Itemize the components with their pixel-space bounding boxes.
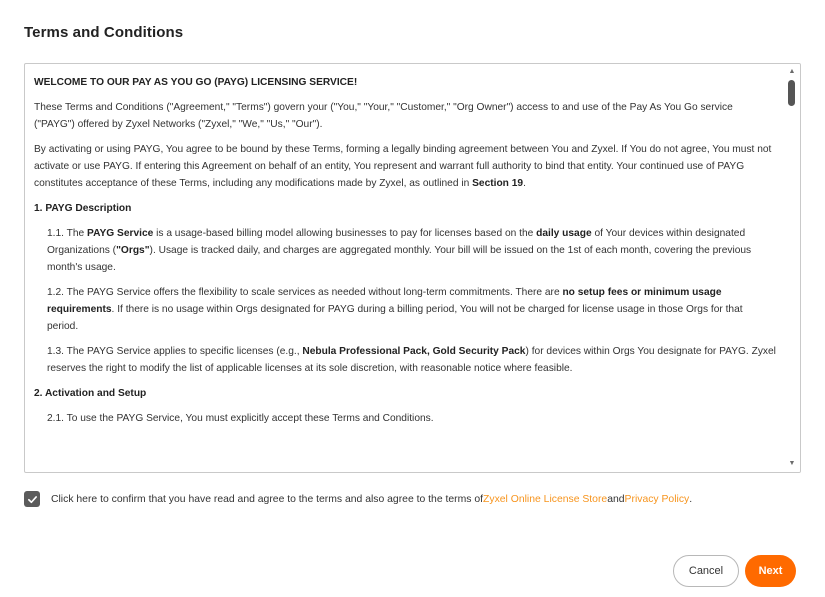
scroll-up-arrow-icon[interactable]: ▲: [788, 68, 796, 75]
terms-welcome-heading: WELCOME TO OUR PAY AS YOU GO (PAYG) LICENSING SERVICE!: [34, 77, 358, 88]
privacy-policy-link[interactable]: Privacy Policy: [624, 493, 690, 505]
terms-scrollbar[interactable]: [784, 64, 800, 472]
terms-scroll-area[interactable]: [24, 63, 801, 473]
agree-terms-end: .: [689, 493, 693, 505]
clause-1-3-text-a: 1.3. The PAYG Service applies to specific licenses (e.g.,: [47, 346, 303, 357]
clause-1-1-text-b: is a usage-based billing model allowing businesses to pay for licenses based on the: [153, 228, 537, 239]
dialog-title: Terms and Conditions: [24, 24, 184, 41]
clause-1-1-text-d: ). Usage is tracked daily, and charges are aggregated monthly. Your bill will be issued on the 1st of each month, covering the previous month's usage.: [47, 245, 752, 273]
clause-1-2: [34, 284, 776, 335]
next-button[interactable]: Next: [745, 555, 796, 587]
clause-1-1: [34, 225, 776, 276]
license-store-link[interactable]: Zyxel Online License Store: [483, 493, 608, 505]
section-2-heading: 2. Activation and Setup: [34, 388, 147, 399]
clause-1-3: [34, 343, 776, 377]
cancel-button[interactable]: Cancel: [673, 555, 739, 587]
clause-1-1-text-c: of Your devices within designated Organizations (: [47, 228, 746, 256]
scroll-thumb[interactable]: [788, 80, 795, 106]
clause-1-2-text-a: 1.2. The PAYG Service offers the flexibility to scale services as needed without long-term commitments. There are: [47, 287, 563, 298]
clause-1-1-bold-c: "Orgs": [116, 245, 150, 256]
agree-terms-checkbox[interactable]: [24, 491, 40, 507]
terms-binding-text: By activating or using PAYG, You agree to be bound by these Terms, forming a legally binding agreement between You and Zyxel. If You do not agree, You must not activate or use PAYG. If entering this Agreement on behalf of an entity, You represent and warrant full authority to bind that entity. Your continued use of PAYG constitutes acceptance of these Terms, including any modifications made by Zyxel, as outlined in: [34, 144, 772, 189]
agree-terms-row: [24, 490, 692, 508]
section-1-heading: 1. PAYG Description: [34, 203, 132, 214]
agree-terms-text: Click here to confirm that you have read and agree to the terms and also agree to the terms of: [51, 493, 484, 505]
clause-1-1-bold-b: daily usage: [536, 228, 592, 239]
agree-terms-and: and: [607, 493, 625, 505]
terms-content: [25, 64, 784, 472]
clause-1-3-bold: Nebula Professional Pack, Gold Security Pack: [302, 346, 526, 357]
clause-2-1: 2.1. To use the PAYG Service, You must explicitly accept these Terms and Conditions.: [47, 413, 434, 424]
clause-1-1-text-a: 1.1. The: [47, 228, 88, 239]
clause-1-2-bold: no setup fees or minimum usage requirements: [47, 287, 722, 315]
terms-binding-paragraph: [34, 141, 776, 192]
check-icon: [27, 494, 38, 505]
clause-1-3-text-b: ) for devices within Orgs You designate for PAYG. Zyxel reserves the right to modify the list of applicable licenses at its sole discretion, with reasonable notice where feasible.: [47, 346, 776, 374]
terms-binding-end: .: [523, 178, 526, 189]
section-19-reference: Section 19: [472, 178, 524, 189]
clause-1-1-bold-a: PAYG Service: [87, 228, 154, 239]
clause-1-2-text-b: . If there is no usage within Orgs designated for PAYG during a billing period, You will not be charged for license usage in those Orgs for that period.: [47, 304, 743, 332]
scroll-down-arrow-icon[interactable]: ▼: [788, 460, 796, 467]
terms-intro-paragraph: These Terms and Conditions ("Agreement," "Terms") govern your ("You," "Your," "Customer," "Org Owner") access to and use of the Pay As You Go service ("PAYG") offered by Zyxel Networks ("Zyxel," "We," "Us," "Our").: [34, 102, 733, 130]
